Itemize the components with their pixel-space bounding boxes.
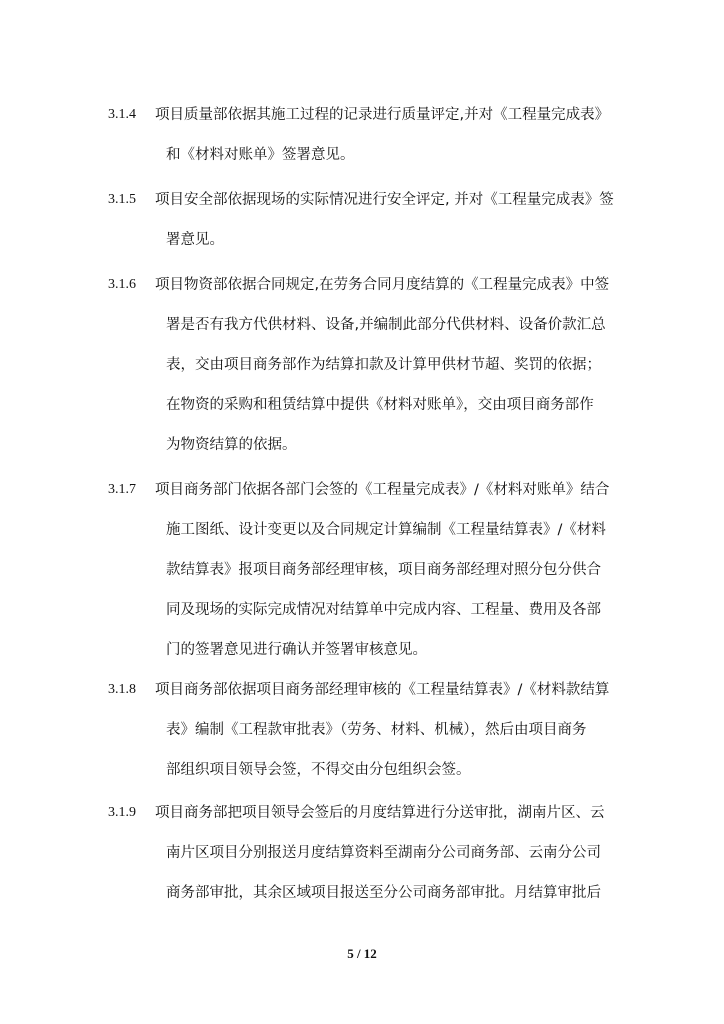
clause-number: 3.1.4: [108, 107, 136, 122]
clause-text-line: 项目质量部依据其施工过程的记录进行质量评定,并对《工程量完成表》: [155, 107, 610, 123]
clause-text-line: 和《材料对账单》签署意见。: [166, 147, 355, 163]
clause-number: 3.1.9: [108, 805, 136, 820]
clause-text-line: 款结算表》报项目商务部经理审核，项目商务部经理对照分包分供合: [166, 562, 601, 578]
clause-text-line: 项目商务部门依据各部门会签的《工程量完成表》/《材料对账单》结合: [155, 482, 610, 498]
clause-text-line: 表》编制《工程款审批表》（劳务、材料、机械），然后由项目商务: [166, 722, 587, 738]
clause-number: 3.1.6: [108, 277, 136, 292]
clause-text-line: 项目安全部依据现场的实际情况进行安全评定, 并对《工程量完成表》签: [155, 192, 614, 208]
clause-text-line: 署意见。: [166, 232, 224, 248]
clause-text-line: 项目商务部把项目领导会签后的月度结算进行分送审批，湖南片区、云: [155, 805, 605, 821]
clause-number: 3.1.7: [108, 482, 136, 497]
page-number: 5 / 12: [347, 946, 377, 961]
clause-text-line: 南片区项目分别报送月度结算资料至湖南分公司商务部、云南分公司: [166, 845, 601, 861]
clause-text-line: 为物资结算的依据。: [166, 437, 297, 453]
clause-text-line: 在物资的采购和租赁结算中提供《材料对账单》，交由项目商务部作: [166, 397, 594, 413]
clause-text-line: 项目物资部依据合同规定,在劳务合同月度结算的《工程量完成表》中签: [155, 277, 610, 293]
clause-text-line: 商务部审批，其余区域项目报送至分公司商务部审批。月结算审批后: [166, 885, 601, 901]
clause-text-line: 施工图纸、设计变更以及合同规定计算编制《工程量结算表》/《材料: [166, 522, 606, 538]
clause-text-line: 项目商务部依据项目商务部经理审核的《工程量结算表》/《材料款结算: [155, 682, 610, 698]
clause-text-line: 署是否有我方代供材料、设备,并编制此部分代供材料、设备价款汇总: [166, 317, 606, 333]
clause-number: 3.1.8: [108, 682, 136, 697]
clause-number: 3.1.5: [108, 192, 136, 207]
clause-text-line: 同及现场的实际完成情况对结算单中完成内容、工程量、费用及各部: [166, 602, 601, 618]
clause-text-line: 门的签署意见进行确认并签署审核意见。: [166, 642, 427, 658]
clause-text-line: 部组织项目领导会签，不得交由分包组织会签。: [166, 762, 471, 778]
clause-text-line: 表，交由项目商务部作为结算扣款及计算甲供材节超、奖罚的依据；: [166, 357, 601, 373]
